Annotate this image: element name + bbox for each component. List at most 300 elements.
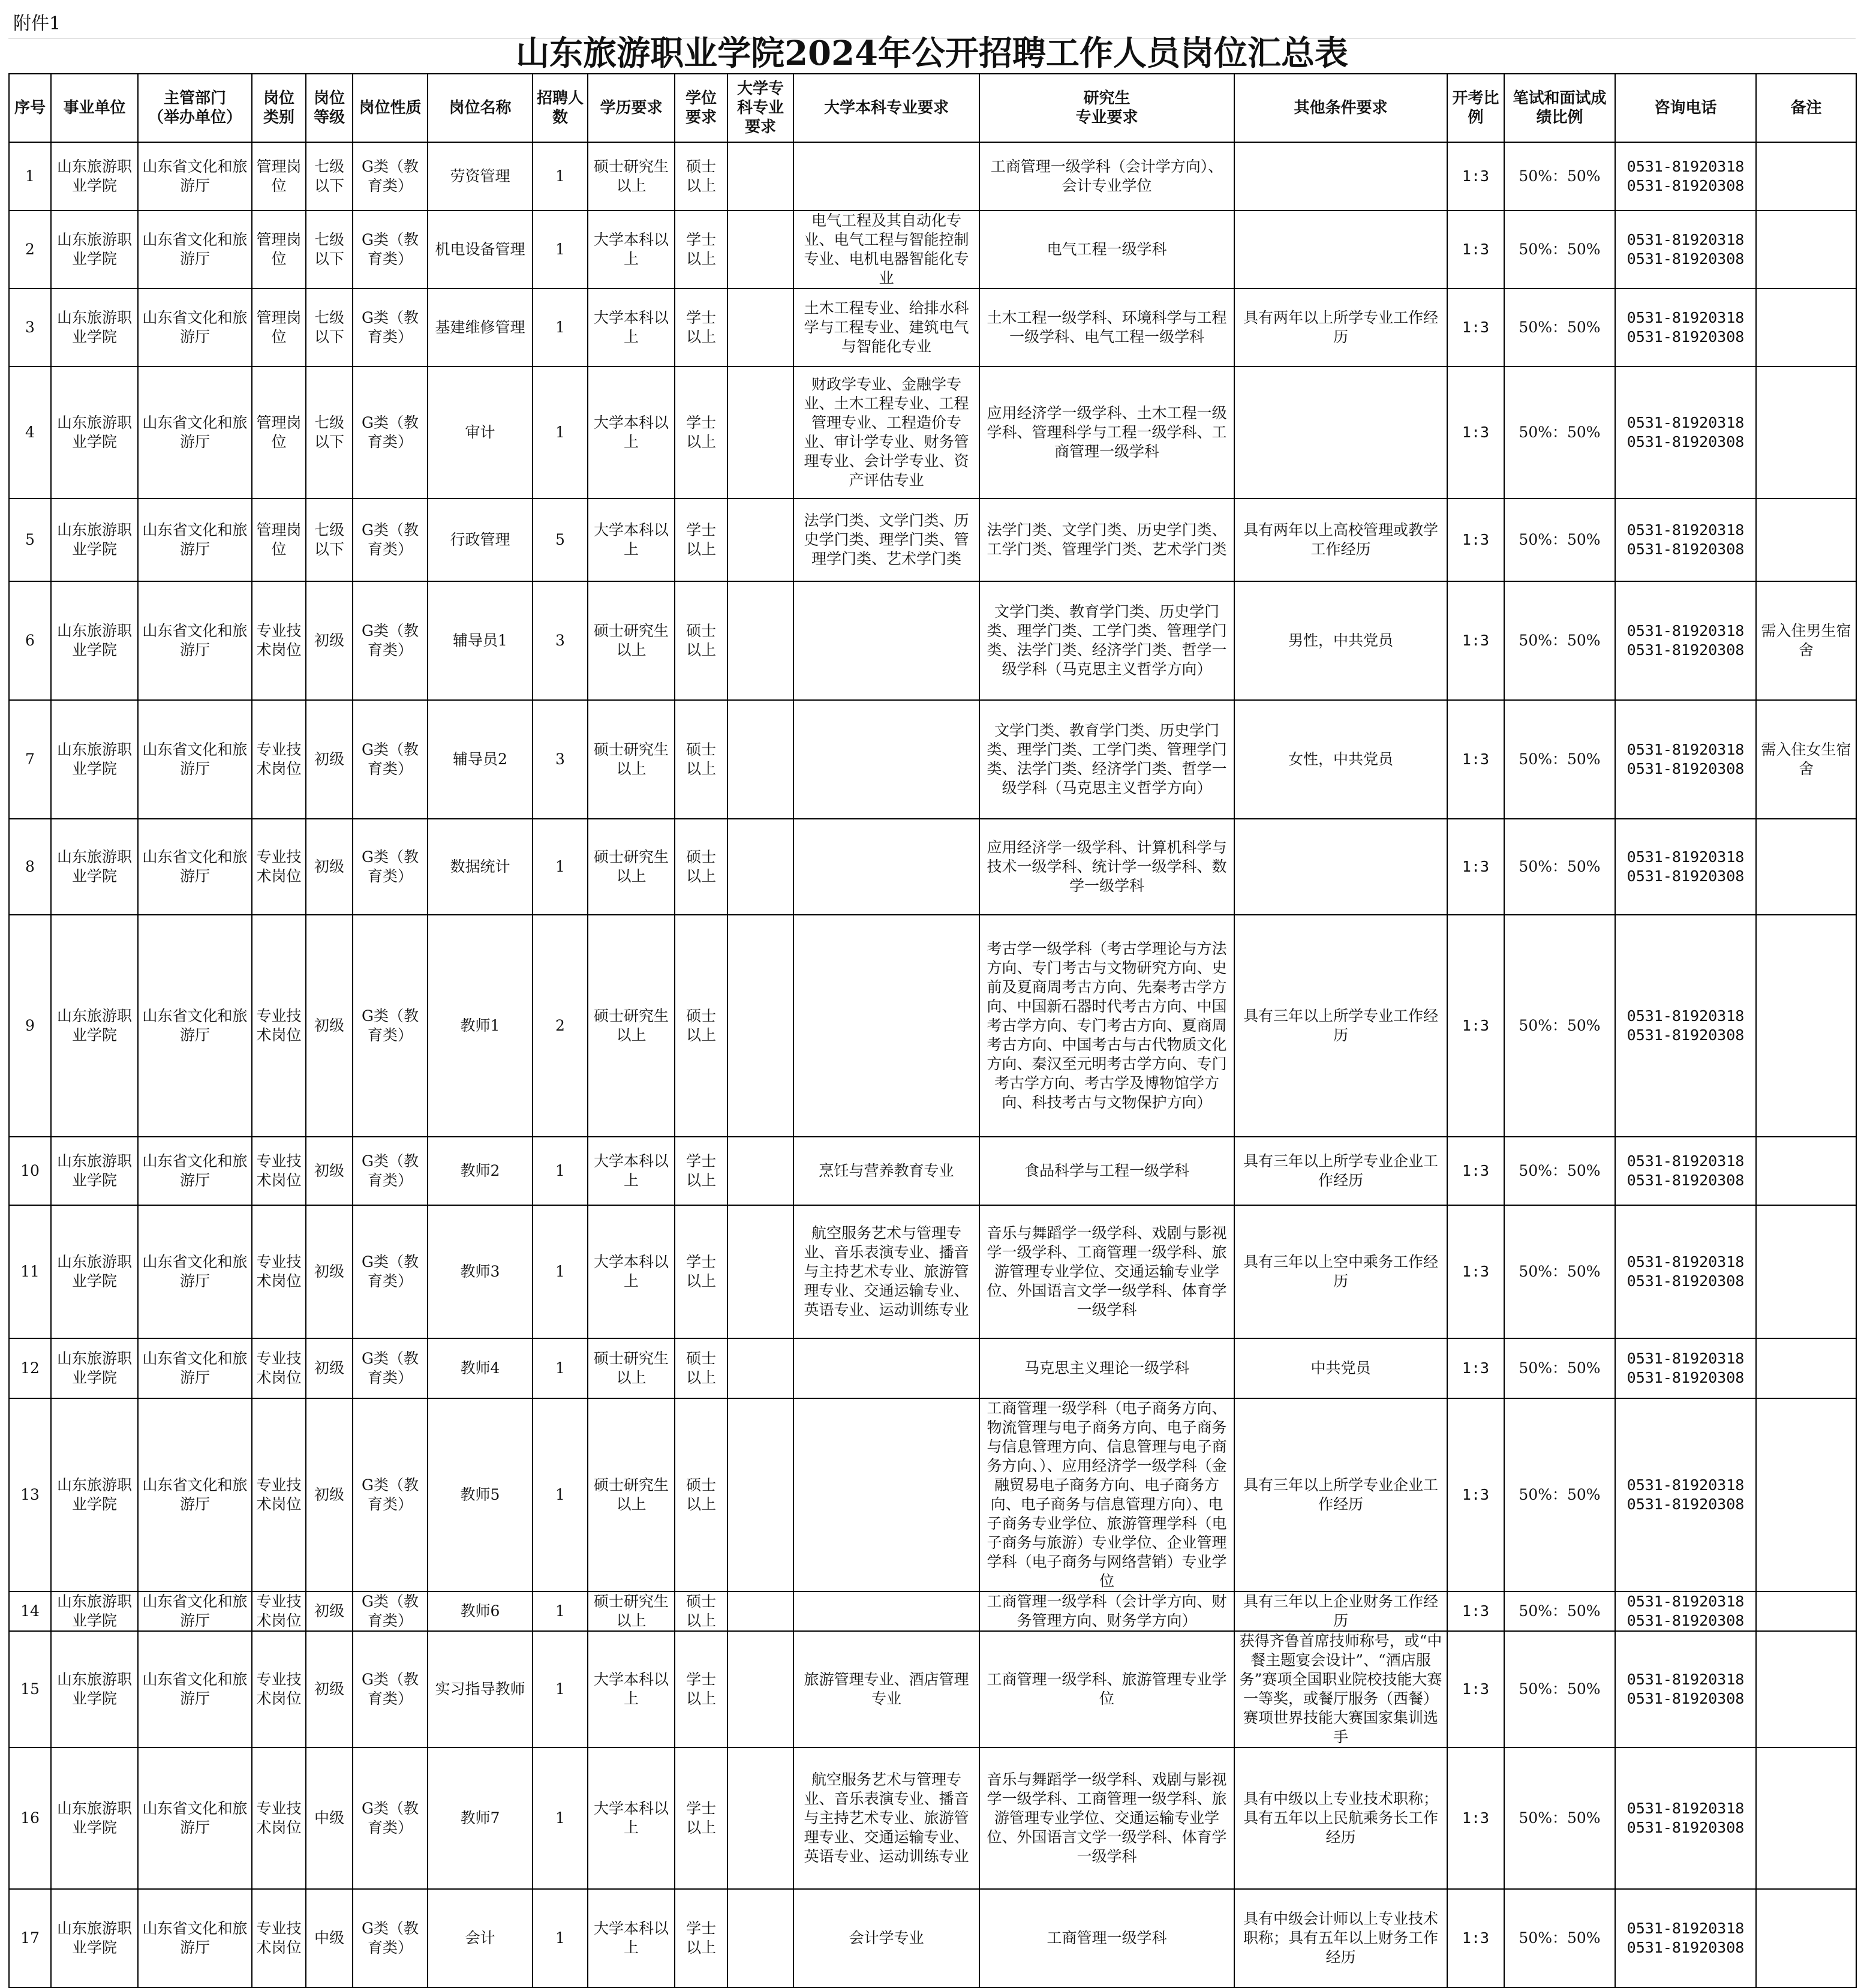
table-row bbox=[9, 915, 1856, 1137]
cell-education-req: 硕士研究生以上 bbox=[588, 1398, 675, 1591]
cell-employer-unit: 山东旅游职业学院 bbox=[51, 581, 138, 700]
cell-post-level: 七级以下 bbox=[306, 211, 353, 289]
cell-other-req: 具有三年以上所学专业企业工作经历 bbox=[1234, 1398, 1447, 1591]
cell-other-req bbox=[1234, 211, 1447, 289]
cell-junior-college-major-req bbox=[727, 289, 793, 367]
cell-employer-unit: 山东旅游职业学院 bbox=[51, 700, 138, 819]
cell-graduate-major-req: 土木工程一级学科、环境科学与工程一级学科、电气工程一级学科 bbox=[979, 289, 1234, 367]
cell-bachelor-major-req: 航空服务艺术与管理专业、音乐表演专业、播音与主持艺术专业、旅游管理专业、交通运输专业、英语专业、运动训练专业 bbox=[793, 1747, 979, 1889]
cell-education-req: 硕士研究生以上 bbox=[588, 1591, 675, 1631]
cell-education-req: 大学本科以上 bbox=[588, 1205, 675, 1338]
cell-post-level: 初级 bbox=[306, 819, 353, 915]
cell-bachelor-major-req bbox=[793, 1591, 979, 1631]
cell-hire-count: 1 bbox=[533, 819, 588, 915]
cell-other-req: 具有中级会计师以上专业技术职称；具有五年以上财务工作经历 bbox=[1234, 1889, 1447, 1987]
cell-post-name: 教师1 bbox=[428, 915, 533, 1137]
cell-supervising-dept: 山东省文化和旅游厅 bbox=[138, 1631, 252, 1747]
table-row bbox=[9, 700, 1856, 819]
cell-bachelor-major-req: 法学门类、文学门类、历史学门类、理学门类、管理学门类、艺术学门类 bbox=[793, 498, 979, 581]
cell-other-req: 具有三年以上空中乘务工作经历 bbox=[1234, 1205, 1447, 1338]
cell-education-req: 大学本科以上 bbox=[588, 1631, 675, 1747]
cell-education-req: 硕士研究生以上 bbox=[588, 819, 675, 915]
cell-exam-ratio: 1:3 bbox=[1447, 700, 1504, 819]
cell-exam-ratio: 1:3 bbox=[1447, 211, 1504, 289]
cell-exam-ratio: 1:3 bbox=[1447, 1889, 1504, 1987]
cell-score-ratio: 50%：50% bbox=[1504, 1747, 1615, 1889]
cell-graduate-major-req: 文学门类、教育学门类、历史学门类、理学门类、工学门类、管理学门类、法学门类、经济学门类、哲学一级学科（马克思主义哲学方向） bbox=[979, 581, 1234, 700]
cell-post-level: 初级 bbox=[306, 1137, 353, 1205]
cell-degree-req: 硕士以上 bbox=[675, 915, 727, 1137]
cell-exam-ratio: 1:3 bbox=[1447, 289, 1504, 367]
cell-employer-unit: 山东旅游职业学院 bbox=[51, 1889, 138, 1987]
cell-post-name: 审计 bbox=[428, 367, 533, 498]
cell-employer-unit: 山东旅游职业学院 bbox=[51, 819, 138, 915]
cell-post-category: 管理岗位 bbox=[252, 289, 306, 367]
cell-post-level: 七级以下 bbox=[306, 289, 353, 367]
cell-employer-unit: 山东旅游职业学院 bbox=[51, 211, 138, 289]
cell-degree-req: 学士以上 bbox=[675, 1747, 727, 1889]
cell-supervising-dept: 山东省文化和旅游厅 bbox=[138, 915, 252, 1137]
cell-serial-number: 4 bbox=[9, 367, 51, 498]
cell-supervising-dept: 山东省文化和旅游厅 bbox=[138, 498, 252, 581]
cell-bachelor-major-req: 航空服务艺术与管理专业、音乐表演专业、播音与主持艺术专业、旅游管理专业、交通运输专业、英语专业、运动训练专业 bbox=[793, 1205, 979, 1338]
cell-junior-college-major-req bbox=[727, 1398, 793, 1591]
cell-post-level: 中级 bbox=[306, 1889, 353, 1987]
cell-exam-ratio: 1:3 bbox=[1447, 915, 1504, 1137]
cell-contact-phone: 0531-81920318 0531-81920308 bbox=[1615, 581, 1756, 700]
cell-bachelor-major-req: 旅游管理专业、酒店管理专业 bbox=[793, 1631, 979, 1747]
cell-post-nature: G类（教育类） bbox=[353, 915, 428, 1137]
cell-contact-phone: 0531-81920318 0531-81920308 bbox=[1615, 289, 1756, 367]
cell-junior-college-major-req bbox=[727, 1889, 793, 1987]
column-header-10: 学位 要求 bbox=[675, 74, 727, 142]
cell-education-req: 大学本科以上 bbox=[588, 498, 675, 581]
table-row bbox=[9, 1338, 1856, 1398]
cell-contact-phone: 0531-81920318 0531-81920308 bbox=[1615, 1137, 1756, 1205]
cell-hire-count: 3 bbox=[533, 700, 588, 819]
cell-degree-req: 硕士以上 bbox=[675, 819, 727, 915]
column-header-4: 岗位 类别 bbox=[252, 74, 306, 142]
cell-bachelor-major-req bbox=[793, 1338, 979, 1398]
cell-score-ratio: 50%：50% bbox=[1504, 1137, 1615, 1205]
cell-degree-req: 学士以上 bbox=[675, 1631, 727, 1747]
cell-serial-number: 12 bbox=[9, 1338, 51, 1398]
cell-other-req: 获得齐鲁首席技师称号，或“中餐主题宴会设计”、“酒店服务”赛项全国职业院校技能大赛一等奖，或餐厅服务（西餐）赛项世界技能大赛国家集训选手 bbox=[1234, 1631, 1447, 1747]
cell-graduate-major-req: 应用经济学一级学科、土木工程一级学科、管理科学与工程一级学科、工商管理一级学科 bbox=[979, 367, 1234, 498]
cell-exam-ratio: 1:3 bbox=[1447, 1591, 1504, 1631]
cell-post-category: 专业技术岗位 bbox=[252, 915, 306, 1137]
cell-education-req: 大学本科以上 bbox=[588, 1137, 675, 1205]
cell-post-name: 教师4 bbox=[428, 1338, 533, 1398]
cell-bachelor-major-req: 财政学专业、金融学专业、土木工程专业、工程管理专业、工程造价专业、审计学专业、财务管理专业、会计学专业、资产评估专业 bbox=[793, 367, 979, 498]
table-row bbox=[9, 581, 1856, 700]
cell-degree-req: 硕士以上 bbox=[675, 142, 727, 211]
cell-junior-college-major-req bbox=[727, 367, 793, 498]
cell-post-category: 专业技术岗位 bbox=[252, 1137, 306, 1205]
cell-serial-number: 6 bbox=[9, 581, 51, 700]
cell-other-req: 中共党员 bbox=[1234, 1338, 1447, 1398]
cell-junior-college-major-req bbox=[727, 211, 793, 289]
cell-employer-unit: 山东旅游职业学院 bbox=[51, 915, 138, 1137]
table-row bbox=[9, 498, 1856, 581]
cell-junior-college-major-req bbox=[727, 915, 793, 1137]
cell-graduate-major-req: 工商管理一级学科（电子商务方向、物流管理与电子商务方向、电子商务与信息管理方向、信息管理与电子商务方向、）、应用经济学一级学科（金融贸易电子商务方向、电子商务方向、电子商务与信息管理方向）、电子商务专业学位、旅游管理学科（电子商务与旅游）专业学位、企业管理学科（电子商务与网络营销）专业学位 bbox=[979, 1398, 1234, 1591]
cell-degree-req: 硕士以上 bbox=[675, 1591, 727, 1631]
cell-hire-count: 1 bbox=[533, 1205, 588, 1338]
cell-hire-count: 1 bbox=[533, 1137, 588, 1205]
cell-contact-phone: 0531-81920318 0531-81920308 bbox=[1615, 1398, 1756, 1591]
cell-education-req: 大学本科以上 bbox=[588, 1747, 675, 1889]
cell-hire-count: 1 bbox=[533, 211, 588, 289]
cell-other-req: 具有三年以上企业财务工作经历 bbox=[1234, 1591, 1447, 1631]
table-row bbox=[9, 1398, 1856, 1591]
column-header-13: 研究生 专业要求 bbox=[979, 74, 1234, 142]
cell-employer-unit: 山东旅游职业学院 bbox=[51, 1338, 138, 1398]
cell-post-category: 专业技术岗位 bbox=[252, 1747, 306, 1889]
cell-remarks bbox=[1756, 367, 1856, 498]
cell-other-req: 具有三年以上所学专业工作经历 bbox=[1234, 915, 1447, 1137]
column-header-15: 开考比 例 bbox=[1447, 74, 1504, 142]
cell-post-category: 管理岗位 bbox=[252, 211, 306, 289]
cell-post-nature: G类（教育类） bbox=[353, 1137, 428, 1205]
cell-degree-req: 硕士以上 bbox=[675, 700, 727, 819]
cell-graduate-major-req: 工商管理一级学科（会计学方向）、会计专业学位 bbox=[979, 142, 1234, 211]
cell-post-category: 管理岗位 bbox=[252, 498, 306, 581]
cell-junior-college-major-req bbox=[727, 700, 793, 819]
cell-junior-college-major-req bbox=[727, 1137, 793, 1205]
cell-other-req: 具有中级以上专业技术职称；具有五年以上民航乘务长工作经历 bbox=[1234, 1747, 1447, 1889]
column-header-8: 招聘人 数 bbox=[533, 74, 588, 142]
cell-hire-count: 1 bbox=[533, 1338, 588, 1398]
attachment-label: 附件1 bbox=[13, 13, 61, 34]
cell-hire-count: 1 bbox=[533, 289, 588, 367]
cell-contact-phone: 0531-81920318 0531-81920308 bbox=[1615, 1747, 1756, 1889]
column-header-9: 学历要求 bbox=[588, 74, 675, 142]
cell-other-req: 女性，中共党员 bbox=[1234, 700, 1447, 819]
cell-degree-req: 硕士以上 bbox=[675, 1398, 727, 1591]
cell-post-category: 专业技术岗位 bbox=[252, 1398, 306, 1591]
cell-score-ratio: 50%：50% bbox=[1504, 1591, 1615, 1631]
column-header-5: 岗位 等级 bbox=[306, 74, 353, 142]
cell-junior-college-major-req bbox=[727, 1591, 793, 1631]
cell-education-req: 硕士研究生以上 bbox=[588, 581, 675, 700]
cell-post-level: 七级以下 bbox=[306, 367, 353, 498]
cell-degree-req: 学士以上 bbox=[675, 289, 727, 367]
cell-post-nature: G类（教育类） bbox=[353, 819, 428, 915]
cell-serial-number: 7 bbox=[9, 700, 51, 819]
cell-post-category: 专业技术岗位 bbox=[252, 1631, 306, 1747]
cell-employer-unit: 山东旅游职业学院 bbox=[51, 1205, 138, 1338]
cell-other-req: 具有两年以上高校管理或教学工作经历 bbox=[1234, 498, 1447, 581]
cell-employer-unit: 山东旅游职业学院 bbox=[51, 1137, 138, 1205]
cell-post-level: 初级 bbox=[306, 1338, 353, 1398]
cell-exam-ratio: 1:3 bbox=[1447, 1338, 1504, 1398]
cell-graduate-major-req: 工商管理一级学科、旅游管理专业学位 bbox=[979, 1631, 1234, 1747]
cell-contact-phone: 0531-81920318 0531-81920308 bbox=[1615, 1205, 1756, 1338]
cell-post-level: 初级 bbox=[306, 1631, 353, 1747]
cell-serial-number: 16 bbox=[9, 1747, 51, 1889]
cell-supervising-dept: 山东省文化和旅游厅 bbox=[138, 1889, 252, 1987]
cell-supervising-dept: 山东省文化和旅游厅 bbox=[138, 1747, 252, 1889]
cell-score-ratio: 50%：50% bbox=[1504, 1398, 1615, 1591]
cell-exam-ratio: 1:3 bbox=[1447, 1137, 1504, 1205]
cell-supervising-dept: 山东省文化和旅游厅 bbox=[138, 1398, 252, 1591]
table-row bbox=[9, 1137, 1856, 1205]
cell-serial-number: 2 bbox=[9, 211, 51, 289]
cell-hire-count: 3 bbox=[533, 581, 588, 700]
cell-graduate-major-req: 文学门类、教育学门类、历史学门类、理学门类、工学门类、管理学门类、法学门类、经济学门类、哲学一级学科（马克思主义哲学方向） bbox=[979, 700, 1234, 819]
cell-post-name: 教师5 bbox=[428, 1398, 533, 1591]
cell-serial-number: 10 bbox=[9, 1137, 51, 1205]
cell-bachelor-major-req: 烹饪与营养教育专业 bbox=[793, 1137, 979, 1205]
cell-score-ratio: 50%：50% bbox=[1504, 819, 1615, 915]
cell-bachelor-major-req: 电气工程及其自动化专业、电气工程与智能控制专业、电机电器智能化专业 bbox=[793, 211, 979, 289]
cell-remarks bbox=[1756, 1747, 1856, 1889]
cell-junior-college-major-req bbox=[727, 1631, 793, 1747]
cell-score-ratio: 50%：50% bbox=[1504, 581, 1615, 700]
cell-degree-req: 硕士以上 bbox=[675, 581, 727, 700]
cell-junior-college-major-req bbox=[727, 819, 793, 915]
cell-post-name: 行政管理 bbox=[428, 498, 533, 581]
cell-contact-phone: 0531-81920318 0531-81920308 bbox=[1615, 1631, 1756, 1747]
cell-education-req: 硕士研究生以上 bbox=[588, 1338, 675, 1398]
cell-post-nature: G类（教育类） bbox=[353, 1205, 428, 1338]
cell-other-req bbox=[1234, 819, 1447, 915]
cell-post-name: 实习指导教师 bbox=[428, 1631, 533, 1747]
cell-supervising-dept: 山东省文化和旅游厅 bbox=[138, 142, 252, 211]
cell-supervising-dept: 山东省文化和旅游厅 bbox=[138, 1591, 252, 1631]
cell-education-req: 大学本科以上 bbox=[588, 1889, 675, 1987]
cell-junior-college-major-req bbox=[727, 581, 793, 700]
cell-score-ratio: 50%：50% bbox=[1504, 700, 1615, 819]
cell-post-name: 会计 bbox=[428, 1889, 533, 1987]
cell-post-nature: G类（教育类） bbox=[353, 1747, 428, 1889]
cell-score-ratio: 50%：50% bbox=[1504, 367, 1615, 498]
cell-other-req: 男性，中共党员 bbox=[1234, 581, 1447, 700]
page-title: 山东旅游职业学院2024年公开招聘工作人员岗位汇总表 bbox=[516, 34, 1348, 73]
cell-graduate-major-req: 马克思主义理论一级学科 bbox=[979, 1338, 1234, 1398]
cell-serial-number: 13 bbox=[9, 1398, 51, 1591]
cell-score-ratio: 50%：50% bbox=[1504, 1631, 1615, 1747]
cell-post-level: 初级 bbox=[306, 1591, 353, 1631]
cell-post-category: 专业技术岗位 bbox=[252, 1205, 306, 1338]
cell-exam-ratio: 1:3 bbox=[1447, 367, 1504, 498]
cell-contact-phone: 0531-81920318 0531-81920308 bbox=[1615, 142, 1756, 211]
table-row bbox=[9, 367, 1856, 498]
cell-education-req: 大学本科以上 bbox=[588, 211, 675, 289]
cell-serial-number: 1 bbox=[9, 142, 51, 211]
column-header-11: 大学专 科专业 要求 bbox=[727, 74, 793, 142]
cell-remarks bbox=[1756, 289, 1856, 367]
cell-hire-count: 1 bbox=[533, 1889, 588, 1987]
cell-degree-req: 学士以上 bbox=[675, 1889, 727, 1987]
cell-exam-ratio: 1:3 bbox=[1447, 581, 1504, 700]
cell-bachelor-major-req: 土木工程专业、给排水科学与工程专业、建筑电气与智能化专业 bbox=[793, 289, 979, 367]
cell-contact-phone: 0531-81920318 0531-81920308 bbox=[1615, 819, 1756, 915]
cell-employer-unit: 山东旅游职业学院 bbox=[51, 1591, 138, 1631]
cell-exam-ratio: 1:3 bbox=[1447, 498, 1504, 581]
cell-post-nature: G类（教育类） bbox=[353, 289, 428, 367]
cell-score-ratio: 50%：50% bbox=[1504, 1889, 1615, 1987]
column-header-6: 岗位性质 bbox=[353, 74, 428, 142]
cell-post-nature: G类（教育类） bbox=[353, 1631, 428, 1747]
cell-education-req: 硕士研究生以上 bbox=[588, 700, 675, 819]
cell-serial-number: 9 bbox=[9, 915, 51, 1137]
cell-hire-count: 1 bbox=[533, 1591, 588, 1631]
cell-post-level: 七级以下 bbox=[306, 498, 353, 581]
column-header-17: 咨询电话 bbox=[1615, 74, 1756, 142]
cell-contact-phone: 0531-81920318 0531-81920308 bbox=[1615, 1889, 1756, 1987]
cell-graduate-major-req: 考古学一级学科（考古学理论与方法方向、专门考古与文物研究方向、史前及夏商周考古方向、先秦考古学方向、中国新石器时代考古方向、中国考古学方向、专门考古方向、夏商周考古方向、中国考古与古代物质文化方向、秦汉至元明考古学方向、专门考古学方向、考古学及博物馆学方向、科技考古与文物保护方向） bbox=[979, 915, 1234, 1137]
cell-post-category: 管理岗位 bbox=[252, 367, 306, 498]
cell-supervising-dept: 山东省文化和旅游厅 bbox=[138, 367, 252, 498]
cell-remarks bbox=[1756, 1631, 1856, 1747]
cell-remarks bbox=[1756, 142, 1856, 211]
cell-education-req: 硕士研究生以上 bbox=[588, 142, 675, 211]
table-row bbox=[9, 819, 1856, 915]
cell-degree-req: 学士以上 bbox=[675, 1205, 727, 1338]
column-header-12: 大学本科专业要求 bbox=[793, 74, 979, 142]
cell-employer-unit: 山东旅游职业学院 bbox=[51, 1631, 138, 1747]
cell-remarks bbox=[1756, 819, 1856, 915]
column-header-3: 主管部门 （举办单位） bbox=[138, 74, 252, 142]
cell-remarks: 需入住男生宿舍 bbox=[1756, 581, 1856, 700]
cell-score-ratio: 50%：50% bbox=[1504, 498, 1615, 581]
cell-supervising-dept: 山东省文化和旅游厅 bbox=[138, 700, 252, 819]
cell-graduate-major-req: 工商管理一级学科（会计学方向、财务管理方向、财务学方向） bbox=[979, 1591, 1234, 1631]
column-header-14: 其他条件要求 bbox=[1234, 74, 1447, 142]
cell-other-req bbox=[1234, 142, 1447, 211]
cell-remarks bbox=[1756, 915, 1856, 1137]
cell-degree-req: 学士以上 bbox=[675, 211, 727, 289]
cell-remarks bbox=[1756, 1398, 1856, 1591]
table-row bbox=[9, 289, 1856, 367]
cell-contact-phone: 0531-81920318 0531-81920308 bbox=[1615, 211, 1756, 289]
header-row bbox=[9, 74, 1856, 142]
cell-supervising-dept: 山东省文化和旅游厅 bbox=[138, 1338, 252, 1398]
cell-remarks bbox=[1756, 1889, 1856, 1987]
cell-post-nature: G类（教育类） bbox=[353, 498, 428, 581]
cell-serial-number: 5 bbox=[9, 498, 51, 581]
cell-hire-count: 1 bbox=[533, 1747, 588, 1889]
cell-post-nature: G类（教育类） bbox=[353, 211, 428, 289]
cell-employer-unit: 山东旅游职业学院 bbox=[51, 289, 138, 367]
cell-post-category: 管理岗位 bbox=[252, 142, 306, 211]
cell-post-nature: G类（教育类） bbox=[353, 367, 428, 498]
cell-contact-phone: 0531-81920318 0531-81920308 bbox=[1615, 367, 1756, 498]
column-header-1: 序号 bbox=[9, 74, 51, 142]
table-row bbox=[9, 211, 1856, 289]
cell-post-level: 初级 bbox=[306, 700, 353, 819]
column-header-16: 笔试和面试成 绩比例 bbox=[1504, 74, 1615, 142]
column-header-7: 岗位名称 bbox=[428, 74, 533, 142]
cell-supervising-dept: 山东省文化和旅游厅 bbox=[138, 819, 252, 915]
cell-post-level: 初级 bbox=[306, 1398, 353, 1591]
cell-post-name: 劳资管理 bbox=[428, 142, 533, 211]
cell-post-nature: G类（教育类） bbox=[353, 1338, 428, 1398]
cell-serial-number: 3 bbox=[9, 289, 51, 367]
cell-other-req: 具有两年以上所学专业工作经历 bbox=[1234, 289, 1447, 367]
cell-remarks bbox=[1756, 211, 1856, 289]
cell-graduate-major-req: 音乐与舞蹈学一级学科、戏剧与影视学一级学科、工商管理一级学科、旅游管理专业学位、交通运输专业学位、外国语言文学一级学科、体育学一级学科 bbox=[979, 1747, 1234, 1889]
cell-bachelor-major-req bbox=[793, 915, 979, 1137]
cell-graduate-major-req: 应用经济学一级学科、计算机科学与技术一级学科、统计学一级学科、数学一级学科 bbox=[979, 819, 1234, 915]
cell-post-level: 初级 bbox=[306, 581, 353, 700]
cell-contact-phone: 0531-81920318 0531-81920308 bbox=[1615, 915, 1756, 1137]
cell-post-name: 辅导员1 bbox=[428, 581, 533, 700]
cell-exam-ratio: 1:3 bbox=[1447, 1747, 1504, 1889]
cell-bachelor-major-req bbox=[793, 142, 979, 211]
cell-post-name: 教师2 bbox=[428, 1137, 533, 1205]
recruitment-table bbox=[8, 73, 1857, 1988]
cell-exam-ratio: 1:3 bbox=[1447, 1205, 1504, 1338]
cell-serial-number: 15 bbox=[9, 1631, 51, 1747]
cell-other-req bbox=[1234, 367, 1447, 498]
cell-degree-req: 学士以上 bbox=[675, 498, 727, 581]
cell-remarks bbox=[1756, 1137, 1856, 1205]
cell-other-req: 具有三年以上所学专业企业工作经历 bbox=[1234, 1137, 1447, 1205]
cell-education-req: 大学本科以上 bbox=[588, 289, 675, 367]
table-row bbox=[9, 1205, 1856, 1338]
cell-score-ratio: 50%：50% bbox=[1504, 211, 1615, 289]
cell-post-name: 基建维修管理 bbox=[428, 289, 533, 367]
cell-post-name: 教师3 bbox=[428, 1205, 533, 1338]
cell-post-name: 机电设备管理 bbox=[428, 211, 533, 289]
table-row bbox=[9, 142, 1856, 211]
cell-degree-req: 硕士以上 bbox=[675, 1338, 727, 1398]
cell-post-category: 专业技术岗位 bbox=[252, 700, 306, 819]
table-row bbox=[9, 1591, 1856, 1631]
cell-post-level: 初级 bbox=[306, 1205, 353, 1338]
cell-score-ratio: 50%：50% bbox=[1504, 1205, 1615, 1338]
cell-remarks bbox=[1756, 1205, 1856, 1338]
cell-hire-count: 1 bbox=[533, 1398, 588, 1591]
cell-bachelor-major-req: 会计学专业 bbox=[793, 1889, 979, 1987]
cell-hire-count: 1 bbox=[533, 1631, 588, 1747]
cell-employer-unit: 山东旅游职业学院 bbox=[51, 367, 138, 498]
cell-graduate-major-req: 法学门类、文学门类、历史学门类、工学门类、管理学门类、艺术学门类 bbox=[979, 498, 1234, 581]
cell-bachelor-major-req bbox=[793, 581, 979, 700]
cell-serial-number: 8 bbox=[9, 819, 51, 915]
cell-post-category: 专业技术岗位 bbox=[252, 1338, 306, 1398]
table-row bbox=[9, 1889, 1856, 1987]
cell-post-name: 辅导员2 bbox=[428, 700, 533, 819]
cell-bachelor-major-req bbox=[793, 700, 979, 819]
cell-junior-college-major-req bbox=[727, 1747, 793, 1889]
cell-post-nature: G类（教育类） bbox=[353, 581, 428, 700]
cell-post-category: 专业技术岗位 bbox=[252, 1889, 306, 1987]
cell-employer-unit: 山东旅游职业学院 bbox=[51, 1398, 138, 1591]
cell-serial-number: 11 bbox=[9, 1205, 51, 1338]
cell-graduate-major-req: 电气工程一级学科 bbox=[979, 211, 1234, 289]
cell-post-level: 中级 bbox=[306, 1747, 353, 1889]
cell-score-ratio: 50%：50% bbox=[1504, 1338, 1615, 1398]
cell-contact-phone: 0531-81920318 0531-81920308 bbox=[1615, 700, 1756, 819]
cell-bachelor-major-req bbox=[793, 1398, 979, 1591]
cell-graduate-major-req: 食品科学与工程一级学科 bbox=[979, 1137, 1234, 1205]
cell-contact-phone: 0531-81920318 0531-81920308 bbox=[1615, 498, 1756, 581]
cell-supervising-dept: 山东省文化和旅游厅 bbox=[138, 289, 252, 367]
cell-supervising-dept: 山东省文化和旅游厅 bbox=[138, 211, 252, 289]
cell-post-category: 专业技术岗位 bbox=[252, 581, 306, 700]
cell-score-ratio: 50%：50% bbox=[1504, 289, 1615, 367]
cell-exam-ratio: 1:3 bbox=[1447, 1398, 1504, 1591]
cell-post-name: 数据统计 bbox=[428, 819, 533, 915]
cell-post-category: 专业技术岗位 bbox=[252, 1591, 306, 1631]
cell-degree-req: 学士以上 bbox=[675, 1137, 727, 1205]
column-header-2: 事业单位 bbox=[51, 74, 138, 142]
cell-junior-college-major-req bbox=[727, 498, 793, 581]
